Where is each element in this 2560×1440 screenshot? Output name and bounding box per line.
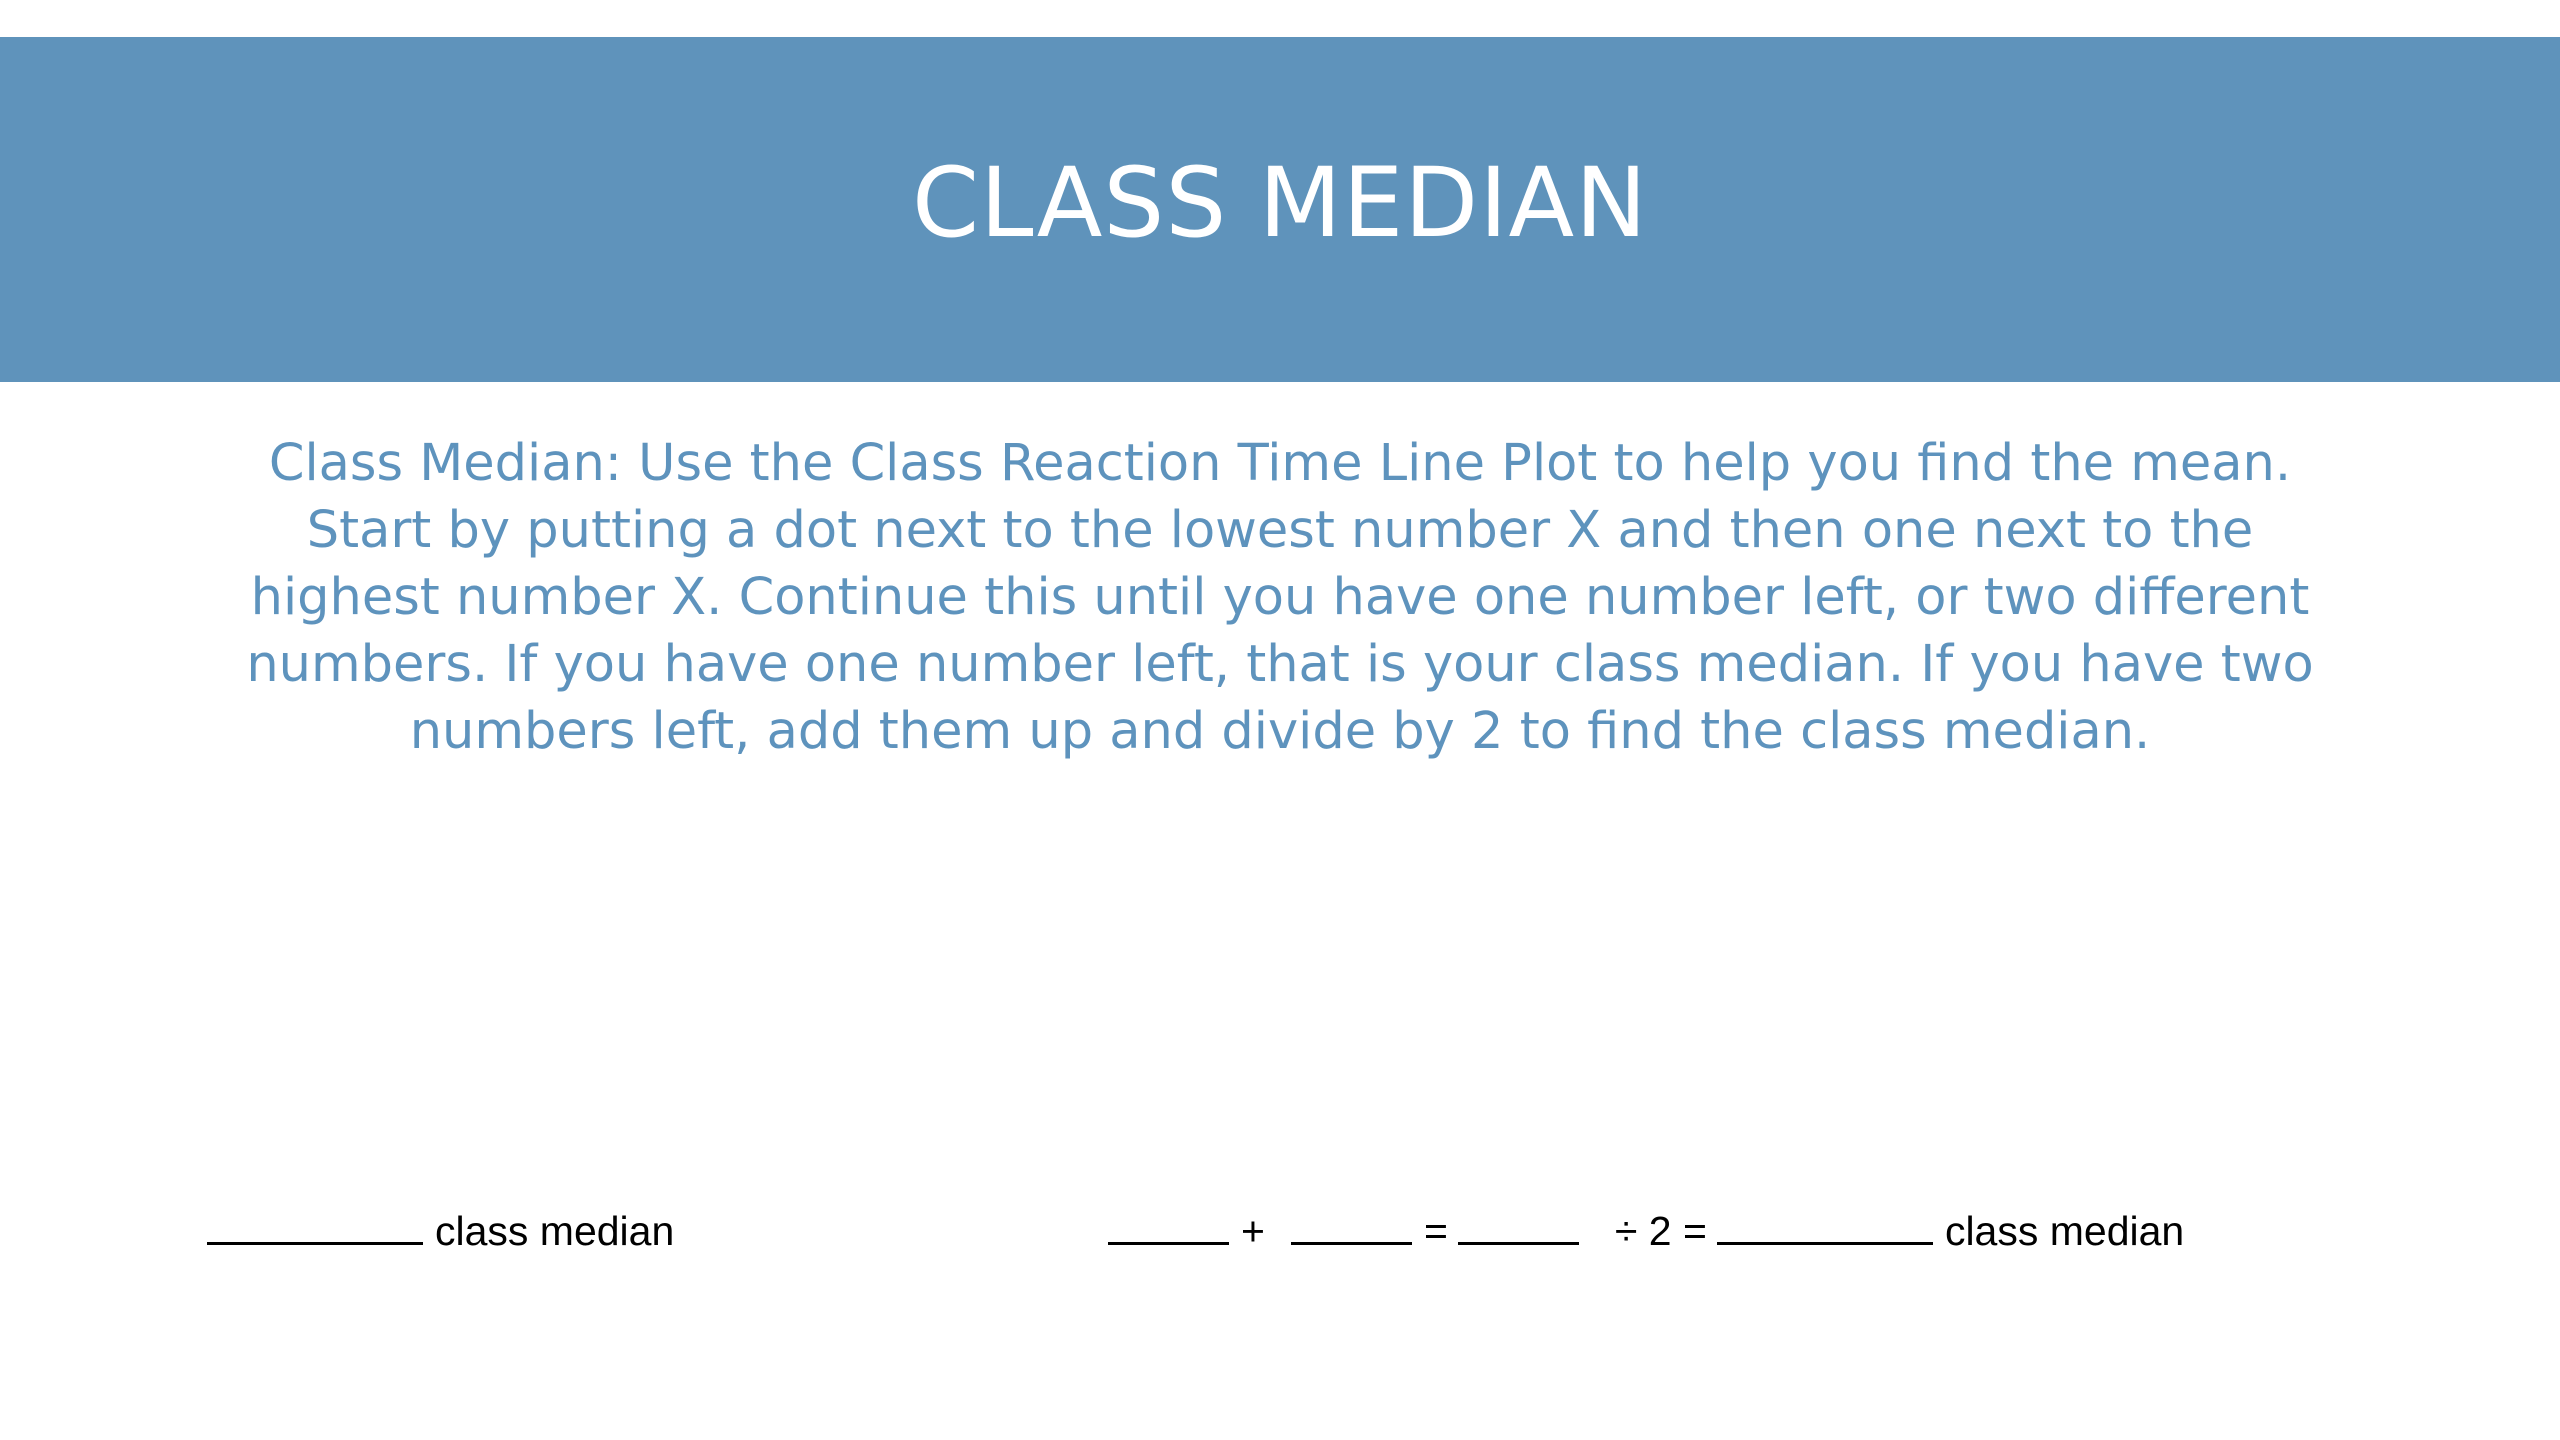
instructions-text: Class Median: Use the Class Reaction Time Line Plot to help you find the mean. Start by putting a dot next to the lowest number X and then one next to the highest number X. Continue this until you have one number left, or two different numbers. If you have one number left, that is your class median. If you have two numbers left, add them up and divide by 2 to find the class median.	[246, 434, 2314, 761]
title-banner	[0, 37, 2560, 382]
plus-sign: +	[1241, 1208, 1265, 1254]
two-number-median-row	[1108, 1190, 2184, 1255]
divide-by-two: ÷ 2 =	[1614, 1208, 1707, 1254]
equals-sign: =	[1423, 1208, 1448, 1254]
simple-median-row	[207, 1190, 674, 1255]
class-median-label: class median	[435, 1208, 675, 1254]
first-number-blank[interactable]	[1108, 1190, 1229, 1245]
class-median-result-label: class median	[1944, 1208, 2185, 1254]
median-answer-blank[interactable]	[207, 1190, 423, 1245]
sum-blank[interactable]	[1458, 1190, 1579, 1245]
median-result-blank[interactable]	[1717, 1190, 1933, 1245]
slide-title: CLASS MEDIAN	[912, 146, 1648, 259]
second-number-blank[interactable]	[1291, 1190, 1412, 1245]
